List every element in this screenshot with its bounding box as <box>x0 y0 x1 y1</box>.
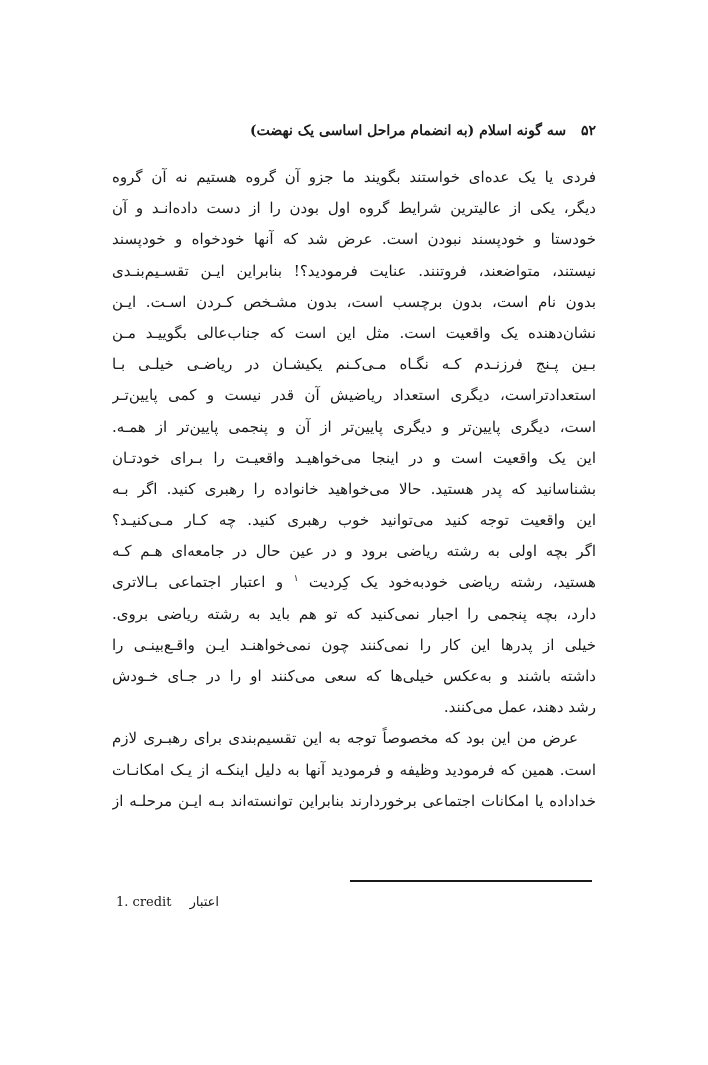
text-line: است. همین که فرمودید وظیفه و فرمودید آنها به دلیل اینکـه از یـک امکانـات <box>112 760 596 779</box>
text-line: این واقعیت توجه کنید می‌توانید خوب رهبری کنید. چه کـار مـی‌کنیـد؟ <box>112 511 596 530</box>
text-segment: و اعتبار اجتماعی بـالاتری <box>112 573 284 592</box>
text-line: اگر بچه اولی به رشته ریاضی برود و در عین حال در جامعه‌ای هـم کـه <box>112 542 596 561</box>
text-line: بـین پـنج فرزنـدم کـه نگـاه مـی‌کـنم یکیشـان در ریاضـی خیلـی بـا <box>112 355 596 374</box>
text-line: رشد دهند، عمل می‌کنند. <box>443 698 596 717</box>
text-line: بشناسانید که پدر هستید. حالا می‌خواهید خانواده را رهبری کنید. اگر بـه <box>112 479 596 498</box>
text-line: دارد، بچه پنجمی را اجبار نمی‌کنید که تو هم باید به رشته ریاضی بروی. <box>112 604 596 623</box>
page-number: ۵۲ <box>580 123 596 139</box>
text-line: است، دیگری پایین‌تر و دیگری پایین‌تر از آن و پنجمی پایین‌تر از همـه. <box>112 417 596 436</box>
footnote-divider <box>350 880 592 882</box>
body-text <box>112 162 596 817</box>
running-header <box>112 120 596 142</box>
footnote-marker: ۱ <box>293 574 299 585</box>
text-line: داشته باشند و به‌عکس خیلی‌ها که سعی می‌کنند او را در جـای خـودش <box>112 667 596 685</box>
text-line: عرض من این بود که مخصوصاً توجه به این تقسیم‌بندی برای رهبـری لازم <box>112 729 578 748</box>
text-line: فردی یا یک عده‌ای خواستند بگویند ما جزو آن گروه هستیم نه آن گروه <box>112 168 596 186</box>
text-line: بدون نام است، بدون برچسب است، بدون مشـخص کـردن اسـت. ایـن <box>112 292 596 311</box>
text-line: خیلی از پدرها این کار را نمی‌کنند چون نمی‌خواهنـد ایـن واقـع‌بینـی را <box>112 635 596 654</box>
footnote <box>116 893 219 913</box>
chapter-title: سه گونه اسلام (به انضمام مراحل اساسی یک نهضت) <box>249 123 567 139</box>
text-line: خودستا و خودپسند نبودن است. عرض شد که آنها خودخواه و خودپسند <box>112 230 596 249</box>
text-segment: هستید، رشته ریاضی خودبه‌خود یک کِردیت <box>308 573 596 592</box>
text-line: نشان‌دهنده یک واقعیت است. مثل این است که جناب‌عالی بگوییـد مـن <box>112 323 596 342</box>
text-line-with-footnote <box>112 567 596 598</box>
footnote-label: 1. credit <box>116 895 172 910</box>
footnote-term: اعتبار <box>189 895 220 910</box>
text-line: استعدادتراست، دیگری استعداد ریاضیش آن قدر نیست و کمی پایین‌تـر <box>112 386 596 405</box>
text-line: نیستند، متواضعند، فروتنند. عنایت فرمودید؟! بنابراین ایـن تقسـیم‌بنـدی <box>112 261 596 280</box>
text-line: دیگر، یکی از عالیترین شرایط گروه اول بودن را از دست داده‌انـد و آن <box>112 199 596 218</box>
text-line: این یک واقعیت است و در اینجا می‌خواهیـد واقعیـت را بـرای خودتـان <box>112 448 596 467</box>
text-line: خداداده یا امکانات اجتماعی برخوردارند بنابراین توانسته‌اند بـه ایـن مرحلـه از <box>112 791 596 810</box>
